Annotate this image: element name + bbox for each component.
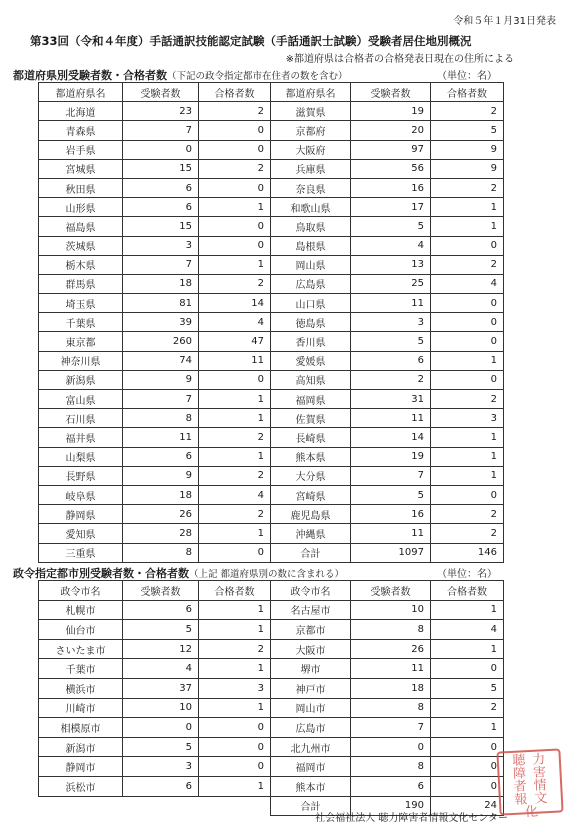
passer-count-cell: 9: [431, 159, 504, 178]
passer-count-cell: 1: [199, 198, 271, 217]
region-name-cell: 島根県: [271, 236, 351, 255]
passer-count-cell: 3: [431, 409, 504, 428]
examinee-count-cell: 11: [351, 524, 431, 543]
region-name-cell: 兵庫県: [271, 159, 351, 178]
passer-count-cell: 1: [431, 718, 504, 738]
examinee-count-cell: 5: [351, 217, 431, 236]
table-row: [39, 757, 504, 777]
passer-count-cell: 5: [431, 121, 504, 140]
passer-count-cell: 2: [431, 698, 504, 718]
region-name-cell: 高知県: [271, 370, 351, 389]
region-name-cell: さいたま市: [39, 639, 123, 659]
examinee-count-cell: 4: [123, 659, 199, 679]
examinee-count-cell: 7: [351, 718, 431, 738]
prefecture-unit-label: （単位：名）: [437, 71, 497, 82]
table-row: [39, 294, 504, 313]
examinee-count-cell: 23: [123, 102, 199, 121]
region-name-cell: 栃木県: [39, 255, 123, 274]
examinee-count-cell: 260: [123, 332, 199, 351]
passer-count-cell: 1: [431, 351, 504, 370]
examinee-count-cell: 12: [123, 639, 199, 659]
region-name-cell: 山梨県: [39, 447, 123, 466]
prefecture-table-body: [39, 102, 504, 563]
region-name-cell: 埼玉県: [39, 294, 123, 313]
region-name-cell: 佐賀県: [271, 409, 351, 428]
examinee-count-cell: 31: [351, 390, 431, 409]
column-header: 合格者数: [199, 581, 271, 601]
passer-count-cell: 2: [431, 390, 504, 409]
passer-count-cell: 0: [431, 313, 504, 332]
examinee-count-cell: 14: [351, 428, 431, 447]
examinee-count-cell: 16: [351, 178, 431, 197]
column-header: 都道府県名: [271, 83, 351, 102]
examinee-count-cell: 8: [123, 409, 199, 428]
passer-count-cell: 1: [431, 466, 504, 485]
region-name-cell: 岡山市: [271, 698, 351, 718]
region-name-cell: 大阪市: [271, 639, 351, 659]
passer-count-cell: 0: [431, 236, 504, 255]
passer-count-cell: 2: [431, 102, 504, 121]
examinee-count-cell: 3: [351, 313, 431, 332]
examinee-count-cell: 0: [123, 718, 199, 738]
region-name-cell: 山形県: [39, 198, 123, 217]
region-name-cell: 愛媛県: [271, 351, 351, 370]
table-row: [39, 505, 504, 524]
table-row: [39, 274, 504, 293]
total-passer-count-cell: 24: [431, 796, 504, 816]
examinee-count-cell: 3: [123, 757, 199, 777]
examinee-count-cell: 8: [351, 757, 431, 777]
table-row: [39, 370, 504, 389]
region-name-cell: 仙台市: [39, 620, 123, 640]
examinee-count-cell: 5: [351, 485, 431, 504]
passer-count-cell: 2: [431, 255, 504, 274]
passer-count-cell: 1: [199, 255, 271, 274]
table-row: [39, 600, 504, 620]
table-row: [39, 620, 504, 640]
passer-count-cell: 1: [199, 409, 271, 428]
prefecture-section-subtitle: （下記の政令指定都市在住者の数を含む）: [167, 71, 348, 82]
table-row: [39, 737, 504, 757]
region-name-cell: 京都市: [271, 620, 351, 640]
region-name-cell: 北九州市: [271, 737, 351, 757]
region-name-cell: 福井県: [39, 428, 123, 447]
region-name-cell: 大阪府: [271, 140, 351, 159]
examinee-count-cell: 7: [123, 121, 199, 140]
column-header: 合格者数: [431, 581, 504, 601]
passer-count-cell: 2: [431, 505, 504, 524]
region-name-cell: 鳥取県: [271, 217, 351, 236]
prefecture-table: [38, 82, 504, 563]
examinee-count-cell: 7: [351, 466, 431, 485]
seal-character: 化: [524, 804, 539, 821]
region-name-cell: 香川県: [271, 332, 351, 351]
examinee-count-cell: 5: [123, 620, 199, 640]
city-table-body: [39, 600, 504, 816]
region-name-cell: 鹿児島県: [271, 505, 351, 524]
passer-count-cell: 1: [199, 776, 271, 796]
passer-count-cell: 1: [199, 698, 271, 718]
organization-seal: [496, 748, 563, 821]
examinee-count-cell: 81: [123, 294, 199, 313]
region-name-cell: 千葉市: [39, 659, 123, 679]
examinee-count-cell: 3: [123, 236, 199, 255]
passer-count-cell: 1: [199, 447, 271, 466]
table-row: [39, 678, 504, 698]
passer-count-cell: 0: [199, 543, 271, 562]
table-row: [39, 236, 504, 255]
document-title: 第33回（令和４年度）手話通訳技能認定試験（手話通訳士試験）受験者居住地別概況: [30, 34, 472, 48]
examinee-count-cell: 1097: [351, 543, 431, 562]
passer-count-cell: 0: [431, 370, 504, 389]
examinee-count-cell: 28: [123, 524, 199, 543]
examinee-count-cell: 19: [351, 447, 431, 466]
passer-count-cell: 4: [199, 313, 271, 332]
table-row: [39, 447, 504, 466]
passer-count-cell: 2: [199, 639, 271, 659]
passer-count-cell: 0: [431, 485, 504, 504]
region-name-cell: 横浜市: [39, 678, 123, 698]
passer-count-cell: 14: [199, 294, 271, 313]
region-name-cell: 岩手県: [39, 140, 123, 159]
passer-count-cell: 0: [431, 737, 504, 757]
examinee-count-cell: 6: [123, 447, 199, 466]
table-row: [39, 198, 504, 217]
blank-cell: [39, 796, 271, 816]
region-name-cell: 宮崎県: [271, 485, 351, 504]
region-name-cell: 新潟市: [39, 737, 123, 757]
city-section-subtitle: （上記 都道府県別の数に含まれる）: [189, 569, 345, 580]
region-name-cell: 新潟県: [39, 370, 123, 389]
region-name-cell: 秋田県: [39, 178, 123, 197]
passer-count-cell: 0: [199, 757, 271, 777]
region-name-cell: 静岡市: [39, 757, 123, 777]
column-header: 合格者数: [431, 83, 504, 102]
passer-count-cell: 3: [199, 678, 271, 698]
seal-character: 力: [531, 752, 546, 768]
examinee-count-cell: 11: [351, 659, 431, 679]
passer-count-cell: 1: [431, 447, 504, 466]
region-name-cell: 千葉県: [39, 313, 123, 332]
region-name-cell: 京都府: [271, 121, 351, 140]
examinee-count-cell: 39: [123, 313, 199, 332]
examinee-count-cell: 25: [351, 274, 431, 293]
examinee-count-cell: 17: [351, 198, 431, 217]
column-header: 都道府県名: [39, 83, 123, 102]
region-name-cell: 札幌市: [39, 600, 123, 620]
region-name-cell: 北海道: [39, 102, 123, 121]
city-section-title: 政令指定都市別受験者数・合格者数: [13, 567, 189, 580]
examinee-count-cell: 74: [123, 351, 199, 370]
column-header: 受験者数: [123, 83, 199, 102]
examinee-count-cell: 18: [351, 678, 431, 698]
table-row: [39, 178, 504, 197]
examinee-count-cell: 7: [123, 255, 199, 274]
passer-count-cell: 1: [199, 659, 271, 679]
region-name-cell: 富山県: [39, 390, 123, 409]
region-name-cell: 静岡県: [39, 505, 123, 524]
city-table: [38, 580, 504, 816]
passer-count-cell: 1: [431, 428, 504, 447]
passer-count-cell: 1: [431, 217, 504, 236]
passer-count-cell: 1: [199, 390, 271, 409]
passer-count-cell: 1: [199, 600, 271, 620]
examinee-count-cell: 26: [123, 505, 199, 524]
column-header: 合格者数: [199, 83, 271, 102]
examinee-count-cell: 19: [351, 102, 431, 121]
examinee-count-cell: 5: [123, 737, 199, 757]
examinee-count-cell: 18: [123, 274, 199, 293]
passer-count-cell: 0: [199, 236, 271, 255]
passer-count-cell: 4: [199, 485, 271, 504]
column-header: 政令市名: [271, 581, 351, 601]
passer-count-cell: 0: [431, 332, 504, 351]
table-row: [39, 409, 504, 428]
region-name-cell: 浜松市: [39, 776, 123, 796]
region-name-cell: 岐阜県: [39, 485, 123, 504]
passer-count-cell: 0: [431, 659, 504, 679]
passer-count-cell: 2: [199, 102, 271, 121]
region-name-cell: 奈良県: [271, 178, 351, 197]
examinee-count-cell: 6: [123, 776, 199, 796]
region-name-cell: 広島市: [271, 718, 351, 738]
examinee-count-cell: 11: [123, 428, 199, 447]
table-row: [39, 332, 504, 351]
passer-count-cell: 2: [431, 524, 504, 543]
passer-count-cell: 0: [431, 757, 504, 777]
region-name-cell: 川崎市: [39, 698, 123, 718]
region-name-cell: 岡山県: [271, 255, 351, 274]
table-row: [39, 313, 504, 332]
passer-count-cell: 47: [199, 332, 271, 351]
region-name-cell: 茨城県: [39, 236, 123, 255]
examinee-count-cell: 56: [351, 159, 431, 178]
region-name-cell: 滋賀県: [271, 102, 351, 121]
examinee-count-cell: 11: [351, 294, 431, 313]
examinee-count-cell: 13: [351, 255, 431, 274]
passer-count-cell: 1: [199, 620, 271, 640]
region-name-cell: 長野県: [39, 466, 123, 485]
region-name-cell: 神奈川県: [39, 351, 123, 370]
table-row: [39, 121, 504, 140]
examinee-count-cell: 15: [123, 217, 199, 236]
examinee-count-cell: 4: [351, 236, 431, 255]
region-name-cell: 群馬県: [39, 274, 123, 293]
examinee-count-cell: 0: [351, 737, 431, 757]
total-label-cell: 合計: [271, 543, 351, 562]
table-row: [39, 217, 504, 236]
table-row: [39, 140, 504, 159]
city-unit-label: （単位：名）: [437, 569, 497, 580]
passer-count-cell: 0: [431, 294, 504, 313]
examinee-count-cell: 16: [351, 505, 431, 524]
region-name-cell: 愛知県: [39, 524, 123, 543]
passer-count-cell: 1: [199, 524, 271, 543]
region-name-cell: 沖縄県: [271, 524, 351, 543]
region-name-cell: 広島県: [271, 274, 351, 293]
passer-count-cell: 11: [199, 351, 271, 370]
passer-count-cell: 9: [431, 140, 504, 159]
passer-count-cell: 0: [199, 121, 271, 140]
region-name-cell: 山口県: [271, 294, 351, 313]
passer-count-cell: 0: [199, 370, 271, 389]
region-name-cell: 和歌山県: [271, 198, 351, 217]
city-table-header: [39, 581, 504, 601]
passer-count-cell: 1: [431, 198, 504, 217]
table-row: [39, 390, 504, 409]
passer-count-cell: 0: [431, 776, 504, 796]
prefecture-table-header: [39, 83, 504, 102]
examinee-count-cell: 8: [351, 698, 431, 718]
table-row: [39, 659, 504, 679]
region-name-cell: 青森県: [39, 121, 123, 140]
examinee-count-cell: 6: [123, 600, 199, 620]
passer-count-cell: 146: [431, 543, 504, 562]
seal-character: 情: [533, 778, 548, 794]
passer-count-cell: 2: [199, 466, 271, 485]
passer-count-cell: 1: [431, 600, 504, 620]
examinee-count-cell: 9: [123, 370, 199, 389]
examinee-count-cell: 15: [123, 159, 199, 178]
examinee-count-cell: 8: [351, 620, 431, 640]
region-name-cell: 福島県: [39, 217, 123, 236]
examinee-count-cell: 2: [351, 370, 431, 389]
region-name-cell: 徳島県: [271, 313, 351, 332]
passer-count-cell: 0: [199, 140, 271, 159]
table-row: [39, 524, 504, 543]
examinee-count-cell: 6: [351, 776, 431, 796]
seal-character: 害: [532, 765, 547, 781]
column-header: 受験者数: [123, 581, 199, 601]
examinee-count-cell: 5: [351, 332, 431, 351]
column-header: 政令市名: [39, 581, 123, 601]
examinee-count-cell: 97: [351, 140, 431, 159]
seal-character: 報: [514, 792, 528, 808]
table-row: [39, 543, 504, 562]
table-row: [39, 159, 504, 178]
examinee-count-cell: 6: [123, 178, 199, 197]
seal-character: 障: [512, 766, 527, 782]
table-row: [39, 428, 504, 447]
passer-count-cell: 1: [431, 639, 504, 659]
table-row: [39, 485, 504, 504]
examinee-count-cell: 9: [123, 466, 199, 485]
table-row: [39, 639, 504, 659]
table-row: [39, 718, 504, 738]
passer-count-cell: 0: [199, 217, 271, 236]
passer-count-cell: 0: [199, 178, 271, 197]
examinee-count-cell: 10: [123, 698, 199, 718]
examinee-count-cell: 0: [123, 140, 199, 159]
region-name-cell: 熊本市: [271, 776, 351, 796]
region-name-cell: 神戸市: [271, 678, 351, 698]
region-name-cell: 福岡市: [271, 757, 351, 777]
passer-count-cell: 0: [199, 737, 271, 757]
total-examinee-count-cell: 190: [351, 796, 431, 816]
examinee-count-cell: 7: [123, 390, 199, 409]
address-note: ※都道府県は合格者の合格発表日現在の住所による: [285, 54, 514, 65]
examinee-count-cell: 11: [351, 409, 431, 428]
table-row: [39, 102, 504, 121]
passer-count-cell: 0: [199, 718, 271, 738]
examinee-count-cell: 6: [123, 198, 199, 217]
examinee-count-cell: 37: [123, 678, 199, 698]
passer-count-cell: 2: [199, 159, 271, 178]
examinee-count-cell: 18: [123, 485, 199, 504]
examinee-count-cell: 20: [351, 121, 431, 140]
seal-character: 文: [534, 791, 548, 807]
prefecture-section-title: 都道府県別受験者数・合格者数: [13, 69, 167, 82]
region-name-cell: 熊本県: [271, 447, 351, 466]
release-date: 令和５年１月31日発表: [453, 16, 556, 27]
region-name-cell: 大分県: [271, 466, 351, 485]
table-row: [39, 351, 504, 370]
table-row: [39, 466, 504, 485]
table-row: [39, 776, 504, 796]
seal-character: 者: [513, 779, 528, 795]
column-header: 受験者数: [351, 83, 431, 102]
table-row: [39, 698, 504, 718]
region-name-cell: 石川県: [39, 409, 123, 428]
passer-count-cell: 2: [431, 178, 504, 197]
passer-count-cell: 5: [431, 678, 504, 698]
column-header: 受験者数: [351, 581, 431, 601]
region-name-cell: 宮城県: [39, 159, 123, 178]
examinee-count-cell: 10: [351, 600, 431, 620]
organization-name: 社会福祉法人 聴力障害者情報文化センター: [315, 813, 508, 824]
city-section-heading: [13, 565, 344, 581]
total-label-cell: 合計: [271, 796, 351, 816]
passer-count-cell: 2: [199, 428, 271, 447]
passer-count-cell: 4: [431, 274, 504, 293]
region-name-cell: 堺市: [271, 659, 351, 679]
region-name-cell: 福岡県: [271, 390, 351, 409]
examinee-count-cell: 26: [351, 639, 431, 659]
passer-count-cell: 2: [199, 274, 271, 293]
region-name-cell: 相模原市: [39, 718, 123, 738]
examinee-count-cell: 8: [123, 543, 199, 562]
examinee-count-cell: 6: [351, 351, 431, 370]
region-name-cell: 名古屋市: [271, 600, 351, 620]
seal-character: 聴: [511, 753, 526, 769]
table-row: [39, 255, 504, 274]
region-name-cell: 三重県: [39, 543, 123, 562]
region-name-cell: 東京都: [39, 332, 123, 351]
passer-count-cell: 2: [199, 505, 271, 524]
passer-count-cell: 4: [431, 620, 504, 640]
region-name-cell: 長崎県: [271, 428, 351, 447]
prefecture-section-heading: [13, 67, 348, 83]
